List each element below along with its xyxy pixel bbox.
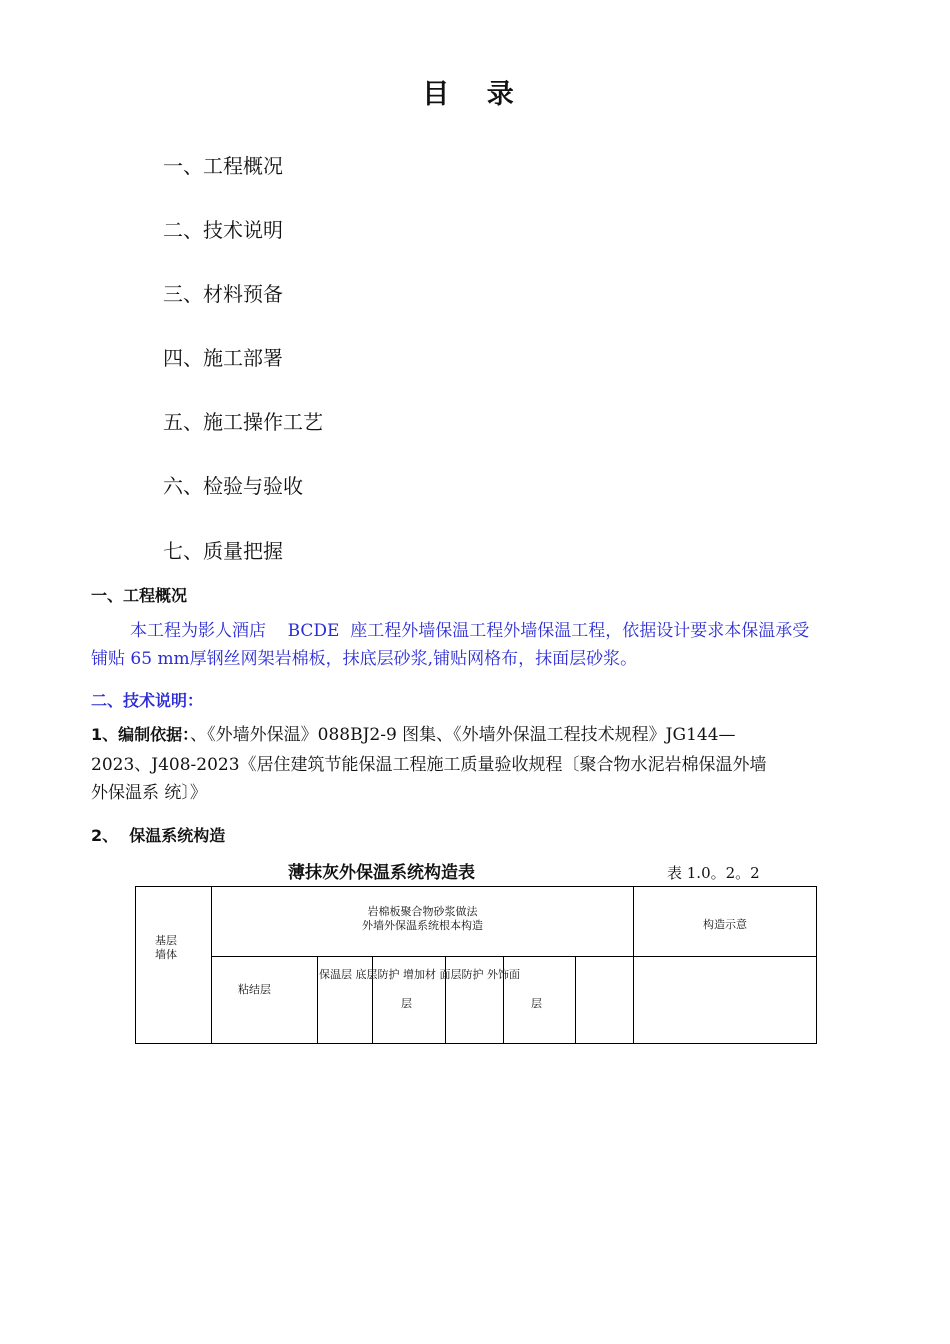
section-1-heading: 一、工程概况 <box>91 586 188 605</box>
toc-item-7: 七、质量把握 <box>163 539 283 563</box>
section-1-para-line1: 本工程为影人酒店 BCDE 座工程外墙保温工程外墙保温工程，依据设计要求本保温承受 <box>130 621 810 641</box>
section-2-heading: 二、技术说明： <box>91 691 204 710</box>
cell-layer-headers: 保温层 底层防护 增加材 面层防护 外饰面 <box>319 968 520 981</box>
toc-item-2: 二、技术说明 <box>163 218 283 242</box>
toc-item-1: 一、工程概况 <box>163 154 283 178</box>
basis-line2: 2023、J408-2023《居住建筑节能保温工程施工质量验收规程〔聚合物水泥岩棉保温外墙 <box>91 755 767 775</box>
toc-item-3: 三、材料预备 <box>163 282 283 306</box>
table-vline <box>633 887 634 1043</box>
basis-line1 <box>91 721 736 749</box>
table-vline <box>317 957 318 1043</box>
basis-line3: 外保温系 统〕》 <box>91 783 207 803</box>
basis-text-line1: 、《外墙外保温》088BJ2-9 图集、《外墙外保温工程技术规程》JG144— <box>190 725 736 745</box>
cell-base-wall-2: 墙体 <box>155 948 177 961</box>
table-vline <box>575 957 576 1043</box>
table-hline <box>211 956 816 957</box>
cell-layer-b: 层 <box>531 997 542 1010</box>
structure-table <box>135 886 817 1044</box>
section-1-para-line2: 铺贴 65 mm厚钢丝网架岩棉板，抹底层砂浆,铺贴网格布，抹面层砂浆。 <box>91 649 638 669</box>
cell-diagram: 构造示意 <box>703 918 747 931</box>
toc-item-6: 六、检验与验收 <box>163 474 303 498</box>
toc-item-5: 五、施工操作工艺 <box>163 410 323 434</box>
cell-system-2: 外墙外保温系统根本构造 <box>362 919 483 932</box>
cell-system-1: 岩棉板聚合物砂浆做法 <box>367 905 478 918</box>
basis-label: 1、编制依据： <box>91 725 191 744</box>
cell-base-wall-1: 基层 <box>155 934 177 947</box>
toc-title: 目 录 <box>422 79 528 110</box>
cell-adhesive-layer: 粘结层 <box>238 983 271 996</box>
table-title: 薄抹灰外保温系统构造表 <box>288 863 475 883</box>
cell-layer-a: 层 <box>401 997 412 1010</box>
toc-item-4: 四、施工部署 <box>163 346 283 370</box>
table-number: 表 1.0。2。2 <box>667 864 760 882</box>
structure-heading: 2、 保温系统构造 <box>91 826 226 845</box>
